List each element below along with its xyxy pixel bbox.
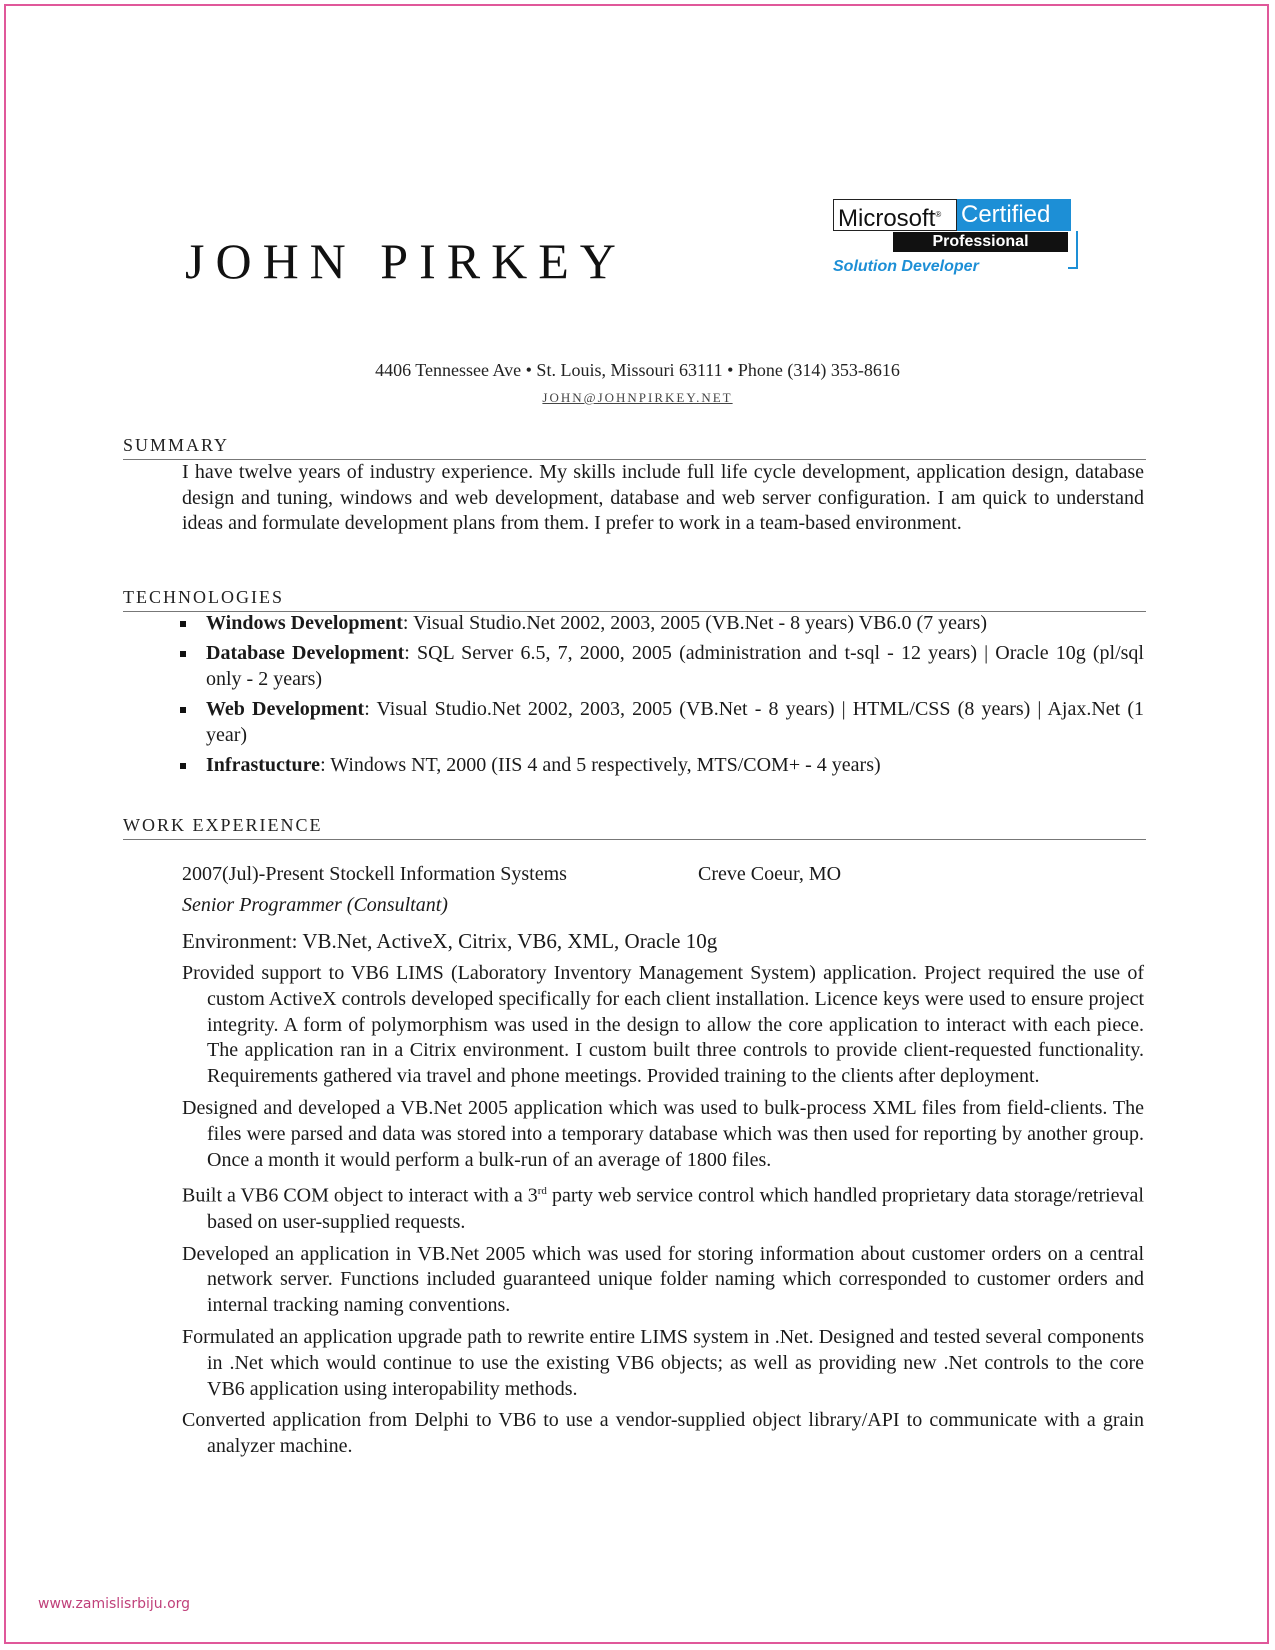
duty-item: Provided support to VB6 LIMS (Laboratory Inventory Management System) application. Project required the use of custom ActiveX controls developed specifically for each client installation. Licence keys were used to ensure project integrity. A form of polymorphism was used in the design to allow the core application to interact with each piece. The application ran in a Citrix environment. I custom built three controls to provide client-requested functionality. Requirements gathered via travel and phone meetings. Provided training to the clients after deployment. bbox=[182, 962, 1144, 1088]
duty-text: Built a VB6 COM object to interact with a 3 bbox=[182, 1185, 538, 1208]
technologies-heading: TECHNOLOGIES bbox=[123, 586, 1146, 612]
bullet-icon bbox=[180, 651, 186, 657]
duty-superscript: rd bbox=[537, 1185, 547, 1198]
job-environment: Environment: VB.Net, ActiveX, Citrix, VB6, XML, Oracle 10g bbox=[182, 929, 718, 953]
email-link[interactable]: JOHN@JOHNPIRKEY.NET bbox=[542, 390, 733, 405]
duty-item: Designed and developed a VB.Net 2005 application which was used to bulk-process XML files from field-clients. The files were parsed and data was stored into a temporary database which was then used for reporting by another group. Once a month it would perform a bulk-run of an average of 1800 files. bbox=[182, 1096, 1144, 1171]
bullet-icon bbox=[180, 707, 186, 713]
duty-item: Formulated an application upgrade path to rewrite entire LIMS system in .Net. Designed and tested several components in .Net which would continue to use the existing VB6 objects; as well as providing new .Net controls to the core VB6 application using interopability methods. bbox=[182, 1326, 1144, 1400]
tech-item bbox=[178, 696, 1144, 748]
cert-top-row bbox=[833, 199, 1071, 231]
tech-label: Infrastucture bbox=[206, 754, 321, 776]
bullet-icon bbox=[180, 621, 186, 627]
job-dates-company: 2007(Jul)-Present Stockell Information Systems bbox=[182, 863, 567, 885]
summary-text: I have twelve years of industry experience. My skills include full life cycle development, application design, database design and tuning, windows and web development, database and web server configuration. I am quick to understand ideas and formulate development plans from them. I prefer to work in a team-based environment. bbox=[182, 461, 1144, 534]
tech-detail: : Windows NT, 2000 (IIS 4 and 5 respectively, MTS/COM+ - 4 years) bbox=[320, 754, 881, 776]
tech-item bbox=[178, 640, 1144, 692]
duty-item: Developed an application in VB.Net 2005 which was used for storing information about customer orders on a central network server. Functions included guaranteed unique folder naming which corresponded to customer orders and internal tracking naming conventions. bbox=[182, 1242, 1144, 1317]
cert-certified: Certified bbox=[957, 199, 1071, 231]
job-location: Creve Coeur, MO bbox=[698, 863, 842, 885]
bullet-icon bbox=[180, 763, 186, 769]
tech-item bbox=[178, 610, 1144, 636]
tech-label: Database Development bbox=[206, 642, 405, 664]
duty-item: Converted application from Delphi to VB6 to use a vendor-supplied object library/API to communicate with a grain analyzer machine. bbox=[182, 1409, 1144, 1458]
work-heading: WORK EXPERIENCE bbox=[123, 814, 1146, 840]
tech-detail: : Visual Studio.Net 2002, 2003, 2005 (VB.Net - 8 years) | HTML/CSS (8 years) | Ajax.Net (1 year) bbox=[206, 698, 1144, 746]
watermark-url: www.zamislisrbiju.org bbox=[38, 1596, 191, 1612]
cert-solution-developer: Solution Developer bbox=[833, 258, 979, 275]
job-title: Senior Programmer (Consultant) bbox=[182, 894, 448, 916]
tech-label: Windows Development bbox=[206, 612, 403, 634]
duty-item bbox=[182, 1179, 1144, 1235]
technologies-list bbox=[178, 610, 1144, 782]
tech-label: Web Development bbox=[206, 698, 365, 720]
tech-detail: : SQL Server 6.5, 7, 2000, 2005 (administration and t-sql - 12 years) | Oracle 10g (pl/sql only - 2 years) bbox=[206, 642, 1144, 690]
cert-brand-text: Microsoft bbox=[838, 205, 936, 232]
cert-professional: Professional bbox=[893, 232, 1068, 252]
microsoft-certified-logo bbox=[833, 199, 1073, 281]
contact-line: 4406 Tennessee Ave • St. Louis, Missouri 63111 • Phone (314) 353-8616 bbox=[375, 360, 900, 380]
job-duties bbox=[182, 961, 1144, 1466]
tech-item bbox=[178, 752, 1144, 778]
cert-brand: Microsoft® bbox=[833, 199, 957, 231]
summary-heading: SUMMARY bbox=[123, 434, 1146, 460]
duty-text: party web service control which handled proprietary data storage/retrieval based on user-supplied requests. bbox=[207, 1185, 1144, 1233]
resume-name: JOHN PIRKEY bbox=[185, 233, 627, 289]
tech-detail: : Visual Studio.Net 2002, 2003, 2005 (VB.Net - 8 years) VB6.0 (7 years) bbox=[402, 612, 987, 634]
